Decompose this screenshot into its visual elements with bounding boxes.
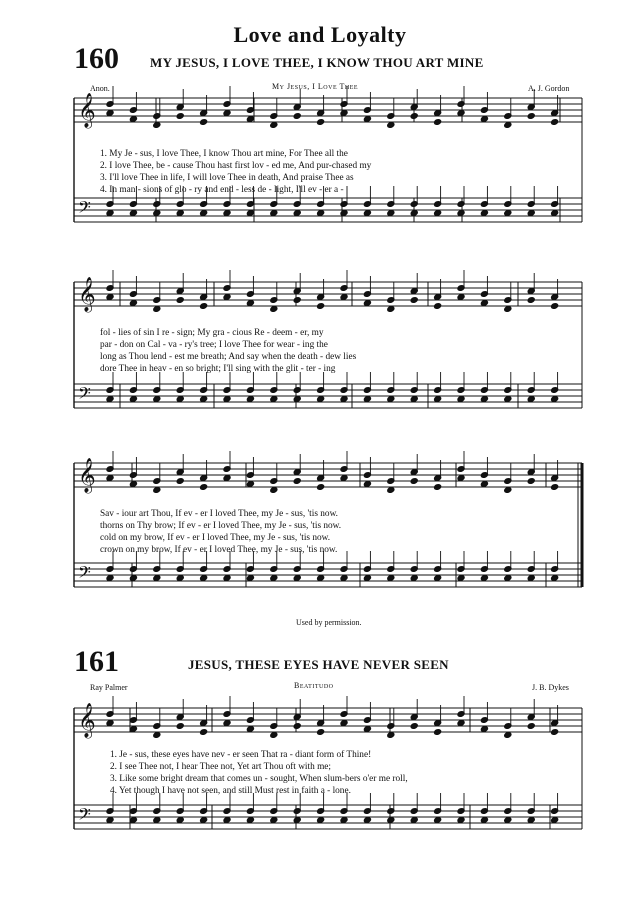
- permission-note: Used by permission.: [296, 618, 362, 627]
- note-head: [410, 478, 418, 485]
- note-head: [293, 478, 301, 485]
- note-head: [387, 487, 395, 494]
- verse-line: dore Thee in heav - en so bright; I'll sing with the glit - ter - ing: [100, 364, 336, 374]
- note-head: [153, 817, 161, 824]
- verse-line: crown on my brow, If ev - er I loved Thee, my Je - sus, 'tis now.: [100, 545, 338, 555]
- note-head: [293, 113, 301, 120]
- bass-clef: 𝄢: [78, 562, 91, 586]
- treble-clef: 𝄞: [78, 93, 96, 128]
- note-head: [434, 303, 442, 310]
- note-head: [223, 294, 231, 301]
- note-head: [270, 396, 278, 403]
- note-head: [551, 729, 559, 736]
- tune-name: Beatitudo: [294, 681, 334, 690]
- note-head: [153, 396, 161, 403]
- note-head: [551, 303, 559, 310]
- note-head: [551, 119, 559, 126]
- note-head: [410, 396, 418, 403]
- note-head: [153, 487, 161, 494]
- hymn-title: MY JESUS, I LOVE THEE, I KNOW THOU ART MINE: [150, 55, 484, 70]
- time-mark: Anon.: [90, 84, 110, 93]
- note-head: [317, 119, 325, 126]
- note-head: [551, 575, 559, 582]
- verse-line: long as Thou lend - est me breath; And say when the death - dew lies: [100, 352, 357, 362]
- note-head: [551, 396, 559, 403]
- note-head: [293, 723, 301, 730]
- note-head: [527, 297, 535, 304]
- note-head: [223, 210, 231, 217]
- note-head: [153, 122, 161, 129]
- note-head: [480, 300, 488, 307]
- note-head: [504, 210, 512, 217]
- verse-line: 2. I see Thee not, I hear Thee not, Yet art Thou oft with me;: [110, 762, 332, 772]
- note-head: [293, 817, 301, 824]
- note-head: [200, 119, 208, 126]
- note-head: [223, 817, 231, 824]
- note-head: [153, 732, 161, 739]
- note-head: [410, 817, 418, 824]
- note-head: [363, 396, 371, 403]
- hymn-number: 161: [74, 645, 119, 678]
- note-head: [129, 210, 137, 217]
- composer: A. J. Gordon: [528, 84, 570, 93]
- note-head: [129, 116, 137, 123]
- note-head: [410, 575, 418, 582]
- note-head: [246, 210, 254, 217]
- note-head: [246, 300, 254, 307]
- note-head: [457, 210, 465, 217]
- hymn160-verses-system2: [100, 327, 356, 375]
- treble-clef: 𝄞: [78, 458, 96, 493]
- hymn160-verses-system3: [100, 508, 341, 556]
- note-head: [340, 294, 348, 301]
- note-head: [410, 210, 418, 217]
- note-head: [129, 726, 137, 733]
- note-head: [317, 484, 325, 491]
- note-head: [504, 575, 512, 582]
- note-head: [363, 726, 371, 733]
- note-head: [270, 122, 278, 129]
- note-head: [176, 478, 184, 485]
- note-head: [410, 113, 418, 120]
- tune-name: My Jesus, I Love Thee: [272, 82, 359, 91]
- verse-line: 1. My Je - sus, I love Thee, I know Thou art mine, For Thee all the: [100, 149, 348, 159]
- note-head: [434, 119, 442, 126]
- note-head: [200, 729, 208, 736]
- note-head: [246, 817, 254, 824]
- note-head: [106, 294, 114, 301]
- hymn161-verses-system1: [110, 749, 408, 797]
- note-head: [340, 575, 348, 582]
- note-head: [200, 303, 208, 310]
- note-head: [223, 396, 231, 403]
- note-head: [106, 720, 114, 727]
- hymn-number: 160: [74, 42, 119, 75]
- verse-line: 4. Yet though I have not seen, and still Must rest in faith a - lone.: [110, 786, 351, 796]
- note-head: [176, 396, 184, 403]
- note-head: [410, 297, 418, 304]
- note-head: [504, 487, 512, 494]
- note-head: [200, 817, 208, 824]
- note-head: [504, 732, 512, 739]
- note-head: [480, 481, 488, 488]
- note-head: [434, 729, 442, 736]
- note-head: [246, 396, 254, 403]
- note-head: [129, 481, 137, 488]
- treble-clef: 𝄞: [78, 277, 96, 312]
- note-head: [200, 484, 208, 491]
- note-head: [527, 113, 535, 120]
- note-head: [106, 110, 114, 117]
- note-head: [340, 475, 348, 482]
- verse-line: fol - lies of sin I re - sign; My gra - cious Re - deem - er, my: [100, 328, 324, 338]
- note-head: [129, 396, 137, 403]
- note-head: [223, 720, 231, 727]
- verse-line: par - don on Cal - va - ry's tree; I love Thee for wear - ing the: [100, 340, 328, 350]
- note-head: [176, 297, 184, 304]
- note-head: [317, 396, 325, 403]
- bass-clef: 𝄢: [78, 804, 91, 828]
- note-head: [457, 475, 465, 482]
- note-head: [504, 396, 512, 403]
- verse-line: 2. I love Thee, be - cause Thou hast first lov - ed me, And pur-chased my: [100, 161, 372, 171]
- note-head: [317, 575, 325, 582]
- note-head: [527, 723, 535, 730]
- note-head: [270, 210, 278, 217]
- verse-line: Sav - iour art Thou, If ev - er I loved Thee, my Je - sus, 'tis now.: [100, 509, 339, 519]
- note-head: [434, 484, 442, 491]
- note-head: [223, 575, 231, 582]
- note-head: [387, 575, 395, 582]
- note-head: [176, 723, 184, 730]
- treble-clef: 𝄞: [78, 703, 96, 738]
- note-head: [176, 817, 184, 824]
- note-head: [246, 481, 254, 488]
- note-head: [551, 210, 559, 217]
- bass-clef: 𝄢: [78, 197, 91, 221]
- note-head: [434, 817, 442, 824]
- note-head: [504, 122, 512, 129]
- section-title: Love and Loyalty: [233, 22, 407, 47]
- note-head: [340, 210, 348, 217]
- note-head: [434, 210, 442, 217]
- verse-line: cold on my brow, If ev - er I loved Thee, my Je - sus, 'tis now.: [100, 533, 331, 543]
- note-head: [434, 396, 442, 403]
- note-head: [387, 396, 395, 403]
- note-head: [480, 210, 488, 217]
- note-head: [246, 116, 254, 123]
- note-head: [551, 817, 559, 824]
- note-head: [293, 396, 301, 403]
- note-head: [457, 575, 465, 582]
- note-head: [129, 817, 137, 824]
- note-head: [270, 732, 278, 739]
- note-head: [293, 210, 301, 217]
- note-head: [317, 210, 325, 217]
- note-head: [223, 475, 231, 482]
- note-head: [363, 817, 371, 824]
- note-head: [363, 116, 371, 123]
- note-head: [153, 306, 161, 313]
- note-head: [270, 817, 278, 824]
- note-head: [200, 210, 208, 217]
- note-head: [363, 575, 371, 582]
- note-head: [317, 303, 325, 310]
- note-head: [457, 720, 465, 727]
- note-head: [317, 729, 325, 736]
- note-head: [340, 396, 348, 403]
- note-head: [527, 478, 535, 485]
- note-head: [480, 396, 488, 403]
- author: Ray Palmer: [90, 683, 128, 692]
- verse-line: 1. Je - sus, these eyes have nev - er seen That ra - diant form of Thine!: [110, 750, 372, 760]
- note-head: [340, 110, 348, 117]
- note-head: [387, 306, 395, 313]
- note-head: [387, 732, 395, 739]
- note-head: [176, 210, 184, 217]
- note-head: [527, 210, 535, 217]
- note-head: [246, 726, 254, 733]
- note-head: [270, 487, 278, 494]
- note-head: [317, 817, 325, 824]
- verse-line: 3. Like some bright dream that comes un - sought, When slum-bers o'er me roll,: [110, 774, 408, 784]
- note-head: [504, 306, 512, 313]
- note-head: [363, 300, 371, 307]
- note-head: [293, 297, 301, 304]
- note-head: [153, 575, 161, 582]
- note-head: [200, 575, 208, 582]
- verse-line: thorns on Thy brow; If ev - er I loved Thee, my Je - sus, 'tis now.: [100, 521, 342, 531]
- note-head: [457, 817, 465, 824]
- hymn160-verses-system1: [100, 148, 371, 196]
- note-head: [551, 484, 559, 491]
- note-head: [504, 817, 512, 824]
- note-head: [106, 817, 114, 824]
- note-head: [480, 116, 488, 123]
- note-head: [457, 294, 465, 301]
- bass-clef: 𝄢: [78, 383, 91, 407]
- composer: J. B. Dykes: [532, 683, 569, 692]
- hymn-title: JESUS, THESE EYES HAVE NEVER SEEN: [188, 657, 449, 672]
- note-head: [176, 575, 184, 582]
- note-head: [410, 723, 418, 730]
- note-head: [527, 396, 535, 403]
- note-head: [129, 300, 137, 307]
- note-head: [363, 210, 371, 217]
- note-head: [457, 110, 465, 117]
- note-head: [363, 481, 371, 488]
- note-head: [106, 396, 114, 403]
- note-head: [387, 210, 395, 217]
- note-head: [270, 306, 278, 313]
- note-head: [106, 475, 114, 482]
- note-head: [293, 575, 301, 582]
- note-head: [153, 210, 161, 217]
- note-head: [480, 575, 488, 582]
- note-head: [340, 720, 348, 727]
- verse-line: 3. I'll love Thee in life, I will love Thee in death, And praise Thee as: [100, 173, 354, 183]
- note-head: [480, 817, 488, 824]
- note-head: [106, 210, 114, 217]
- note-head: [270, 575, 278, 582]
- note-head: [200, 396, 208, 403]
- note-head: [527, 575, 535, 582]
- note-head: [176, 113, 184, 120]
- note-head: [434, 575, 442, 582]
- note-head: [129, 575, 137, 582]
- note-head: [223, 110, 231, 117]
- verse-line: 4. In man - sions of glo - ry and end - less de - light, I'll ev - er a -: [100, 185, 344, 195]
- note-head: [387, 122, 395, 129]
- note-head: [246, 575, 254, 582]
- note-head: [340, 817, 348, 824]
- note-head: [527, 817, 535, 824]
- note-head: [457, 396, 465, 403]
- note-head: [106, 575, 114, 582]
- note-head: [387, 817, 395, 824]
- note-head: [480, 726, 488, 733]
